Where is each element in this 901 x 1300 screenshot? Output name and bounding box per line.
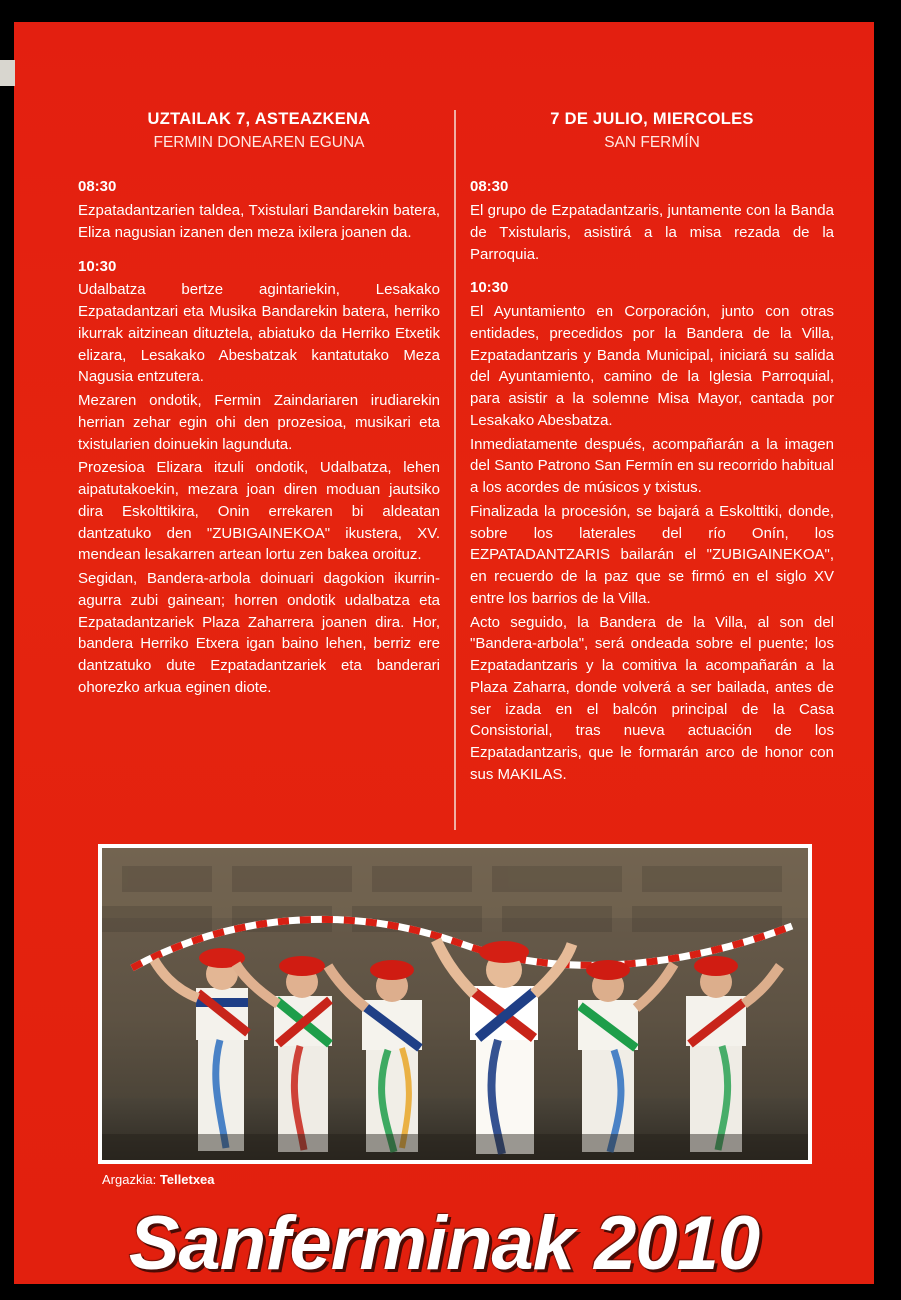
dancers-photo [102,848,808,1160]
schedule-paragraph: Ezpatadantzarien taldea, Txistulari Bandarekin batera, Eliza nagusian izanen den meza ixilera joanen da. [78,202,440,241]
red-background-sheet [14,22,874,1284]
column-basque [78,110,440,701]
schedule-block [78,178,440,243]
schedule-time: 10:30 [470,279,509,297]
schedule-time: 08:30 [78,178,117,196]
schedule-block [78,258,440,699]
schedule-paragraph: Udalbatza bertze agintariekin, Lesakako Ezpatadantzari eta Musika Bandarekin batera, herriko ikurrak aitzinean dituztela, abiatuko da Herriko Etxetik elizara, Lesakako Abesbatzak kantatutako Meza Nagusia entzutera. [78,281,440,386]
schedule-block [470,279,834,785]
schedule-paragraph: Inmediatamente después, acompañarán a la imagen del Santo Patrono San Fermín en su recorrido habitual a los acordes de músicos y txistus. [470,435,834,497]
schedule-time: 08:30 [470,178,509,196]
schedule-block [470,178,834,265]
schedule-paragraph: Prozesioa Elizara itzuli ondotik, Udalbatza, lehen aipatutakoekin, mezara joan diren moduan jautsiko dira Eskolttikira, Onin errekaren bi aldeatan dantzatuko den "ZUBIGAINEKOA" ikustera, XV. mendean lesakarren artean lortu zen bakea oroituz. [78,459,440,564]
schedule-paragraph: Finalizada la procesión, se bajará a Eskolttiki, donde, sobre los laterales del río Onín, los EZPATADANTZARIS bailarán el "ZUBIGAINEKOA", en recuerdo de la paz que se firmó en el siglo XV entre los barrios de la Villa. [470,502,834,607]
page-edge-notch [0,60,15,86]
dancers-illustration [102,848,808,1160]
column-spanish-title: 7 DE JULIO, MIERCOLES [550,110,754,128]
column-basque-subtitle: FERMIN DONEAREN EGUNA [153,133,365,151]
schedule-paragraph: El grupo de Ezpatadantzaris, juntamente con la Banda de Txistularis, asistirá a la misa rezada de la Parroquia. [470,202,834,263]
schedule-paragraph: Acto seguido, la Bandera de la Villa, al son del "Bandera-arbola", será ondeada sobre el puente; los Ezpatadantzaris y la comitiva la acompañarán a la Plaza Zaharra, donde volverá a ser bailada, antes de ser izada en el balcón principal de la Casa Consistorial, tras nueva actuación de los Ezpatadantzaris, que le formarán arco de honor con sus MAKILAS. [470,613,834,783]
column-spanish [470,110,834,788]
photo-credit-author: Telletxea [159,1172,215,1187]
photo-credit-label: Argazkia: [102,1172,157,1187]
schedule-time: 10:30 [78,257,117,275]
column-divider [454,110,456,830]
schedule-paragraph: Segidan, Bandera-arbola doinuari dagokion ikurrin-agurra zubi gainean; horren ondotik udalbatza eta Ezpatadantzariek Plaza Zaharrera joanen dira. Hor, bandera Herriko Etxera igan baino lehen, berriz ere dantzatuko dute Ezpatadantzariek eta banderari ohorezko arkua eginen diote. [78,570,440,696]
photo-frame [98,844,812,1164]
brand-title: Sanferminak 2010 [128,1201,760,1286]
schedule-paragraph: Mezaren ondotik, Fermin Zaindariaren irudiarekin herrian zehar egin ohi den prozesioa, musikari eta txistularien doinuekin lagunduta. [78,392,440,453]
column-basque-title: UZTAILAK 7, ASTEAZKENA [147,110,371,128]
column-spanish-subtitle: SAN FERMÍN [604,133,700,151]
photo-credit [102,1172,215,1187]
schedule-paragraph: El Ayuntamiento en Corporación, junto con otras entidades, precedidos por la Bandera de la Villa, Ezpatadantzaris y Banda Municipal, iniciará su salida del Ayuntamiento, camino de la Iglesia Parroquial, para asistir a la solemne Misa Mayor, cantada por Lesakako Abesbatza. [470,303,834,429]
